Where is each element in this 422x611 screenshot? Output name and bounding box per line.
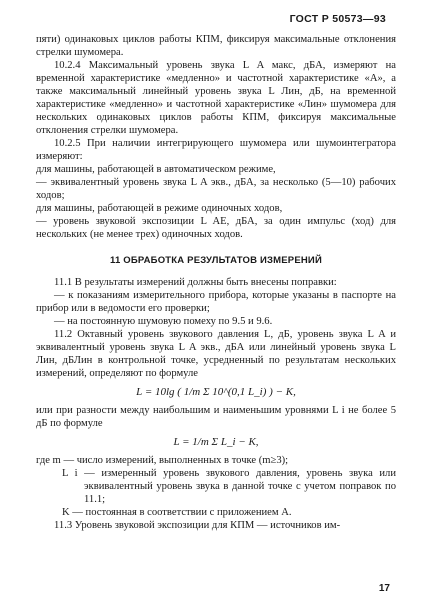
document-body: [36, 33, 396, 532]
formula-1: L = 10lg ( 1/m Σ 10^(0,1 L_i) ) − K,: [136, 386, 296, 398]
paragraph: — уровень звуковой экспозиции L AE, дБА, за один импульс (ход) для нескольких (не менее трех) одиночных ходов.: [36, 216, 396, 240]
paragraph: 10.2.5 При наличии интегрирующего шумомера или шумоинтегратора измеряют:: [36, 138, 396, 162]
definition: L i — измеренный уровень звукового давления, уровень звука или эквивалентный уровень звука в данной точке с учетом поправок по 11.1;: [62, 468, 396, 505]
paragraph: для машины, работающей в автоматическом режиме,: [36, 164, 276, 175]
standard-header: ГОСТ Р 50573—93: [289, 13, 386, 25]
paragraph: 11.3 Уровень звуковой экспозиции для КПМ — источников им-: [54, 520, 341, 531]
formula-2: L = 1/m Σ L_i − K,: [173, 436, 259, 448]
paragraph: — эквивалентный уровень звука L A экв., дБА, за несколько (5—10) рабочих ходов;: [36, 177, 396, 201]
paragraph: пяти) одинаковых циклов работы КПМ, фиксируя максимальные отклонения стрелки шумомера.: [36, 34, 396, 58]
paragraph: или при разности между наибольшим и наименьшим уровнями L i не более 5 дБ по формуле: [36, 405, 396, 429]
section-title: 11 ОБРАБОТКА РЕЗУЛЬТАТОВ ИЗМЕРЕНИЙ: [110, 255, 322, 266]
paragraph: для машины, работающей в режиме одиночных ходов,: [36, 203, 283, 214]
paragraph: — к показаниям измерительного прибора, которые указаны в паспорте на прибор или в ведомости его проверки;: [36, 290, 396, 314]
paragraph: 11.2 Октавный уровень звукового давления L, дБ, уровень звука L A и эквивалентный уровень звука L A экв., дБА или линейный уровень звука L Лин, дБЛин в контрольной точке, усредненный по результатам нескольких измерений, определяют по формуле: [36, 329, 396, 379]
paragraph: 10.2.4 Максимальный уровень звука L A макс, дБА, измеряют на временной характеристике «медленно» и частотной характеристике «А», а также максимальный линейный уровень звука L Лин, дБ, на временной характеристике «медленно» и частотной характеристике «Лин» шумомера для нескольких одинаковых циклов работы КПМ, фиксируя максимальные отклонения стрелки шумомера.: [36, 60, 396, 136]
page-number: 17: [378, 583, 390, 594]
paragraph: — на постоянную шумовую помеху по 9.5 и 9.6.: [54, 316, 273, 327]
paragraph: 11.1 В результаты измерений должны быть внесены поправки:: [54, 277, 337, 288]
definition: K — постоянная в соответствии с приложением А.: [62, 507, 292, 518]
definition: где m — число измерений, выполненных в точке (m≥3);: [36, 455, 289, 466]
